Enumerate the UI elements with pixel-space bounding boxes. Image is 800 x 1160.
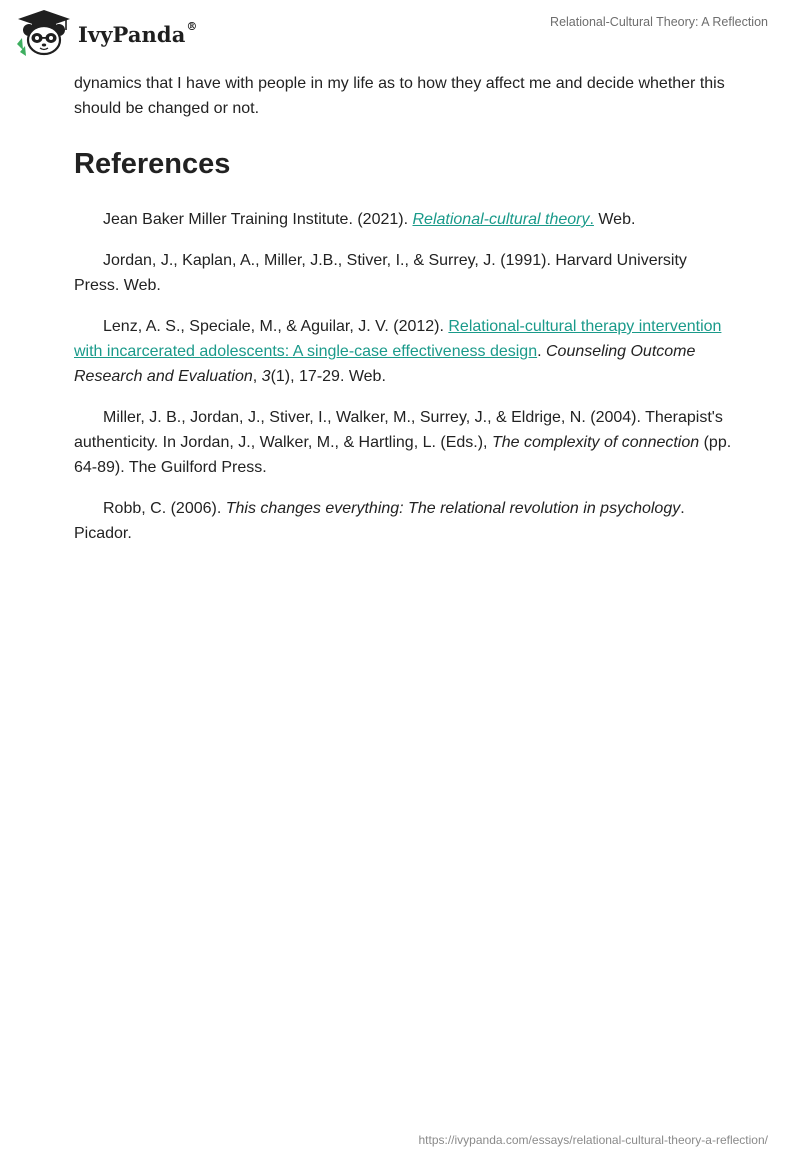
reference-item (74, 405, 734, 480)
reference-link[interactable]: Relational-cultural therapy intervention with incarcerated adolescents: A single-case effectiveness design (74, 318, 722, 360)
brand-name-text: IvyPanda (78, 21, 186, 47)
reference-text: . Picador. (74, 500, 685, 542)
reference-text: Web. (593, 211, 636, 228)
reference-text: , (252, 368, 262, 385)
reference-link-dot: . (589, 211, 594, 228)
reference-link[interactable] (412, 211, 593, 228)
reference-link-text: Relational-cultural theory (412, 211, 590, 228)
reference-book-title: The complexity of connection (491, 434, 700, 451)
brand-name (78, 19, 198, 47)
reference-volume: 3 (261, 368, 271, 385)
reference-item (74, 314, 734, 389)
ivypanda-logo[interactable] (14, 8, 198, 58)
footer-url[interactable]: https://ivypanda.com/essays/relational-cultural-theory-a-reflection/ (418, 1133, 768, 1147)
reference-text: Jean Baker Miller Training Institute. (2021). (103, 211, 413, 228)
reference-text: Miller, J. B., Jordan, J., Stiver, I., Walker, M., Surrey, J., & Eldrige, N. (2004). Therapist's authenticity. In Jordan, J., Walker, M., & Hartling, L. (Eds.), (74, 409, 723, 451)
reference-item: Jordan, J., Kaplan, A., Miller, J.B., Stiver, I., & Surrey, J. (1991). Harvard University Press. Web. (74, 252, 687, 294)
reference-journal: Counseling Outcome Research and Evaluation (74, 343, 696, 385)
reference-text: (1), 17-29. Web. (270, 368, 386, 385)
reference-item (74, 496, 734, 546)
page-header (0, 0, 800, 64)
document-body (74, 71, 734, 562)
document-title: Relational-Cultural Theory: A Reflection (550, 15, 768, 29)
reference-book-title: This changes everything: The relational revolution in psychology (225, 500, 681, 517)
continuation-paragraph: dynamics that I have with people in my life as to how they affect me and decide whether this should be changed or not. (74, 75, 725, 117)
panda-graduate-icon (14, 8, 74, 58)
registered-mark: ® (186, 19, 198, 33)
reference-text: Robb, C. (2006). (103, 500, 226, 517)
reference-item (74, 207, 734, 232)
reference-text: . (537, 343, 546, 360)
reference-text: Lenz, A. S., Speciale, M., & Aguilar, J. V. (2012). (103, 318, 449, 335)
references-heading: References (74, 148, 231, 180)
reference-text: (pp. 64-89). The Guilford Press. (74, 434, 732, 476)
